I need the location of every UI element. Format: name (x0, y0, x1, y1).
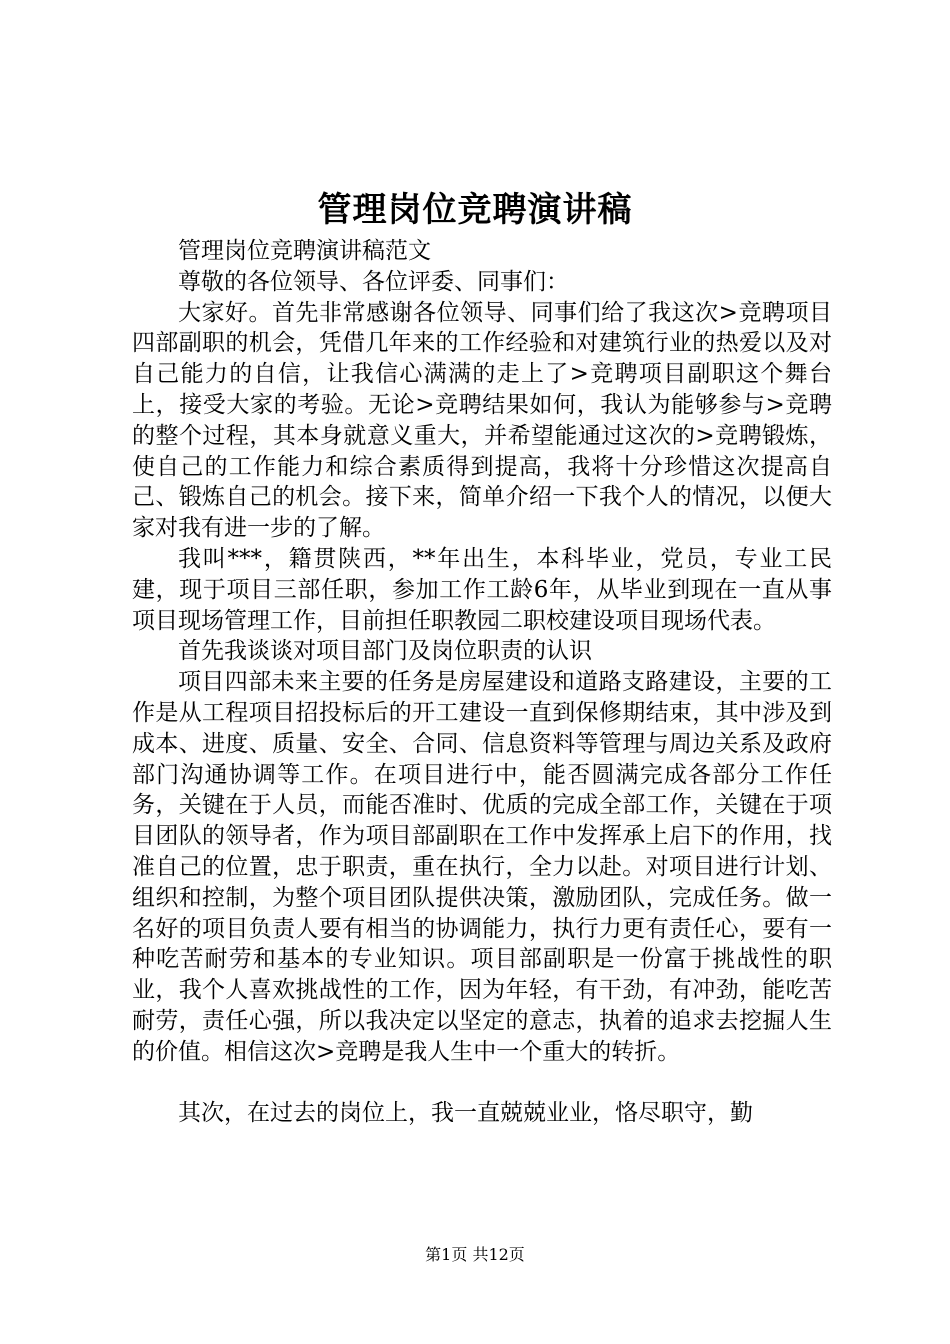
subtitle-paragraph: 管理岗位竞聘演讲稿范文 (178, 238, 431, 264)
salutation-paragraph: 尊敬的各位领导、各位评委、同事们： (178, 268, 569, 295)
paragraph-gap (132, 1068, 832, 1098)
responsibility-paragraph: 项目四部未来主要的任务是房屋建设和道路支路建设，主要的工作是从工程项目招投标后的开工建设一直到保修期结束，其中涉及到成本、进度、质量、安全、合同、信息资料等管理与周边关系及政府部门沟通协调等工作。在项目进行中，能否圆满完成各部分工作任务，关键在于人员，而能否准时、优质的完成全部工作，关键在于项目团队的领导者，作为项目部副职在工作中发挥承上启下的作用，找准自己的位置，忠于职责，重在执行，全力以赴。对项目进行计划、组织和控制，为整个项目团队提供决策，激励团队，完成任务。做一名好的项目负责人要有相当的协调能力，执行力更有责任心，要有一种吃苦耐劳和基本的专业知识。项目部副职是一份富于挑战性的职业，我个人喜欢挑战性的工作，因为年轻，有干劲，有冲劲，能吃苦耐劳，责任心强，所以我决定以坚定的意志，执着的追求去挖掘人生的价值。相信这次>竞聘是我人生中一个重大的转折。 (132, 669, 832, 1065)
page-number-footer: 第1页 共12页 (425, 1245, 525, 1264)
self-introduction-paragraph: 我叫***，籍贯陕西，**年出生，本科毕业，党员，专业工民建，现于项目三部任职，参加工作工龄6年，从毕业到现在一直从事项目现场管理工作，目前担任职教园二职校建设项目现场代表。 (132, 545, 832, 634)
document-body (132, 236, 832, 1128)
document-title: 管理岗位竞聘演讲稿 (317, 190, 633, 230)
section-heading-paragraph: 首先我谈谈对项目部门及岗位职责的认识 (178, 638, 592, 665)
opening-paragraph: 大家好。首先非常感谢各位领导、同事们给了我这次>竞聘项目四部副职的机会，凭借几年来的工作经验和对建筑行业的热爱以及对自己能力的自信，让我信心满满的走上了>竞聘项目副职这个舞台上，接受大家的考验。无论>竞聘结果如何，我认为能够参与>竞聘的整个过程，其本身就意义重大，并希望能通过这次的>竞聘锻炼，使自己的工作能力和综合素质得到提高，我将十分珍惜这次提高自己、锻炼自己的机会。接下来，简单介绍一下我个人的情况，以便大家对我有进一步的了解。 (132, 299, 832, 542)
continuation-paragraph: 其次，在过去的岗位上，我一直兢兢业业，恪尽职守，勤 (178, 1099, 753, 1126)
